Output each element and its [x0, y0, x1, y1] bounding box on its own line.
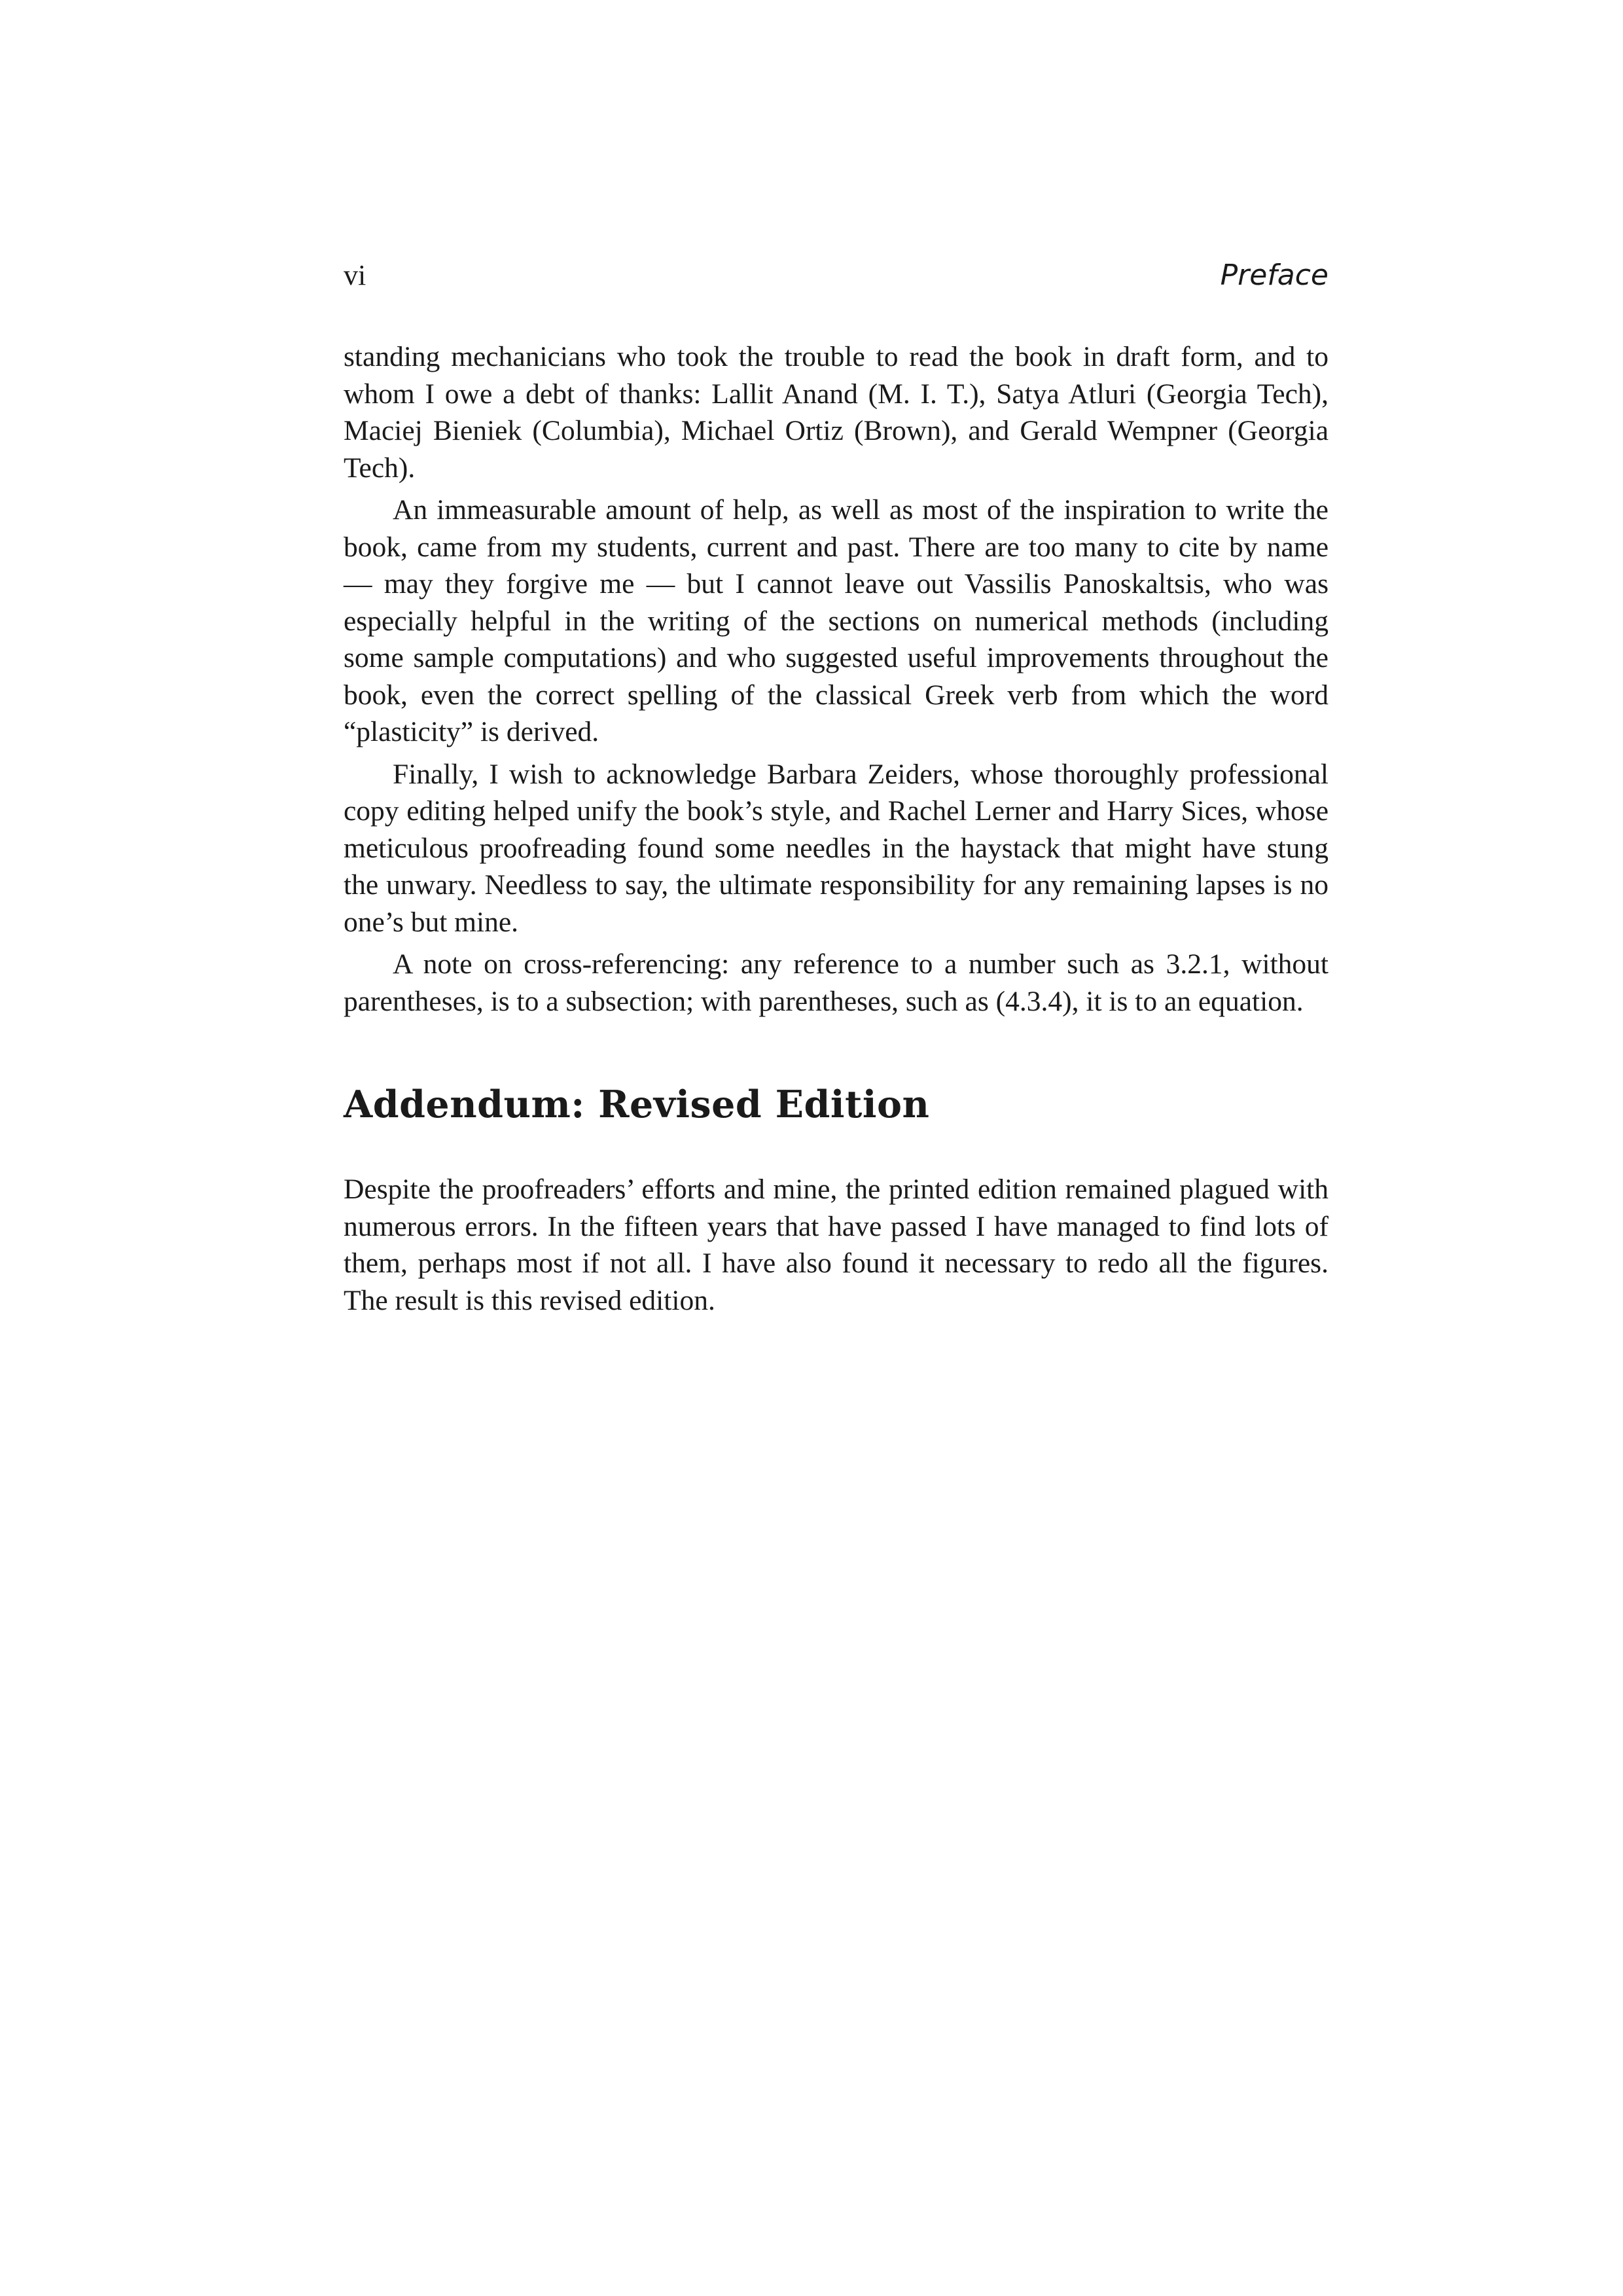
paragraph-cross-referencing: A note on cross-referencing: any reference to a number such as 3.2.1, without parentheses, is to a subsection; with parentheses, such as (4.3.4), it is to an equation.: [344, 948, 1329, 1017]
paragraph-addendum: Despite the proofreaders’ efforts and mine, the printed edition remained plagued with numerous errors. In the fifteen years that have passed I have managed to find lots of them, perhaps most if not all. I have also found it necessary to redo all the figures. The result is this revised edition.: [344, 1174, 1329, 1316]
paragraph-students: An immeasurable amount of help, as well as most of the inspiration to write the book, came from my students, current and past. There are too many to cite by name — may they forgive me — but I cannot leave out Vassilis Panoskaltsis, who was especially helpful in the writing of the sections on numerical methods (including some sample computations) and who suggested useful improvements throughout the book, even the correct spelling of the classical Greek verb from which the word “plasticity” is derived.: [344, 494, 1329, 747]
document-page: [344, 259, 1329, 1319]
paragraph-editors: Finally, I wish to acknowledge Barbara Zeiders, whose thoroughly professional copy editing helped unify the book’s style, and Rachel Lerner and Harry Sices, whose meticulous proofreading found some needles in the haystack that might have stung the unwary. Needless to say, the ultimate responsibility for any remaining lapses is no one’s but mine.: [344, 758, 1329, 938]
section-heading-addendum: Addendum: Revised Edition: [344, 1083, 930, 1126]
running-title: Preface: [1220, 259, 1329, 292]
paragraph-acknowledgements-continued: standing mechanicians who took the trouble to read the book in draft form, and to whom I owe a debt of thanks: Lallit Anand (M. I. T.), Satya Atluri (Georgia Tech), Maciej Bieniek (Columbia), Michael Ortiz (Brown), and Gerald Wempner (Georgia Tech).: [344, 341, 1329, 484]
page-number: vi: [344, 259, 366, 291]
running-head: [344, 259, 1329, 304]
